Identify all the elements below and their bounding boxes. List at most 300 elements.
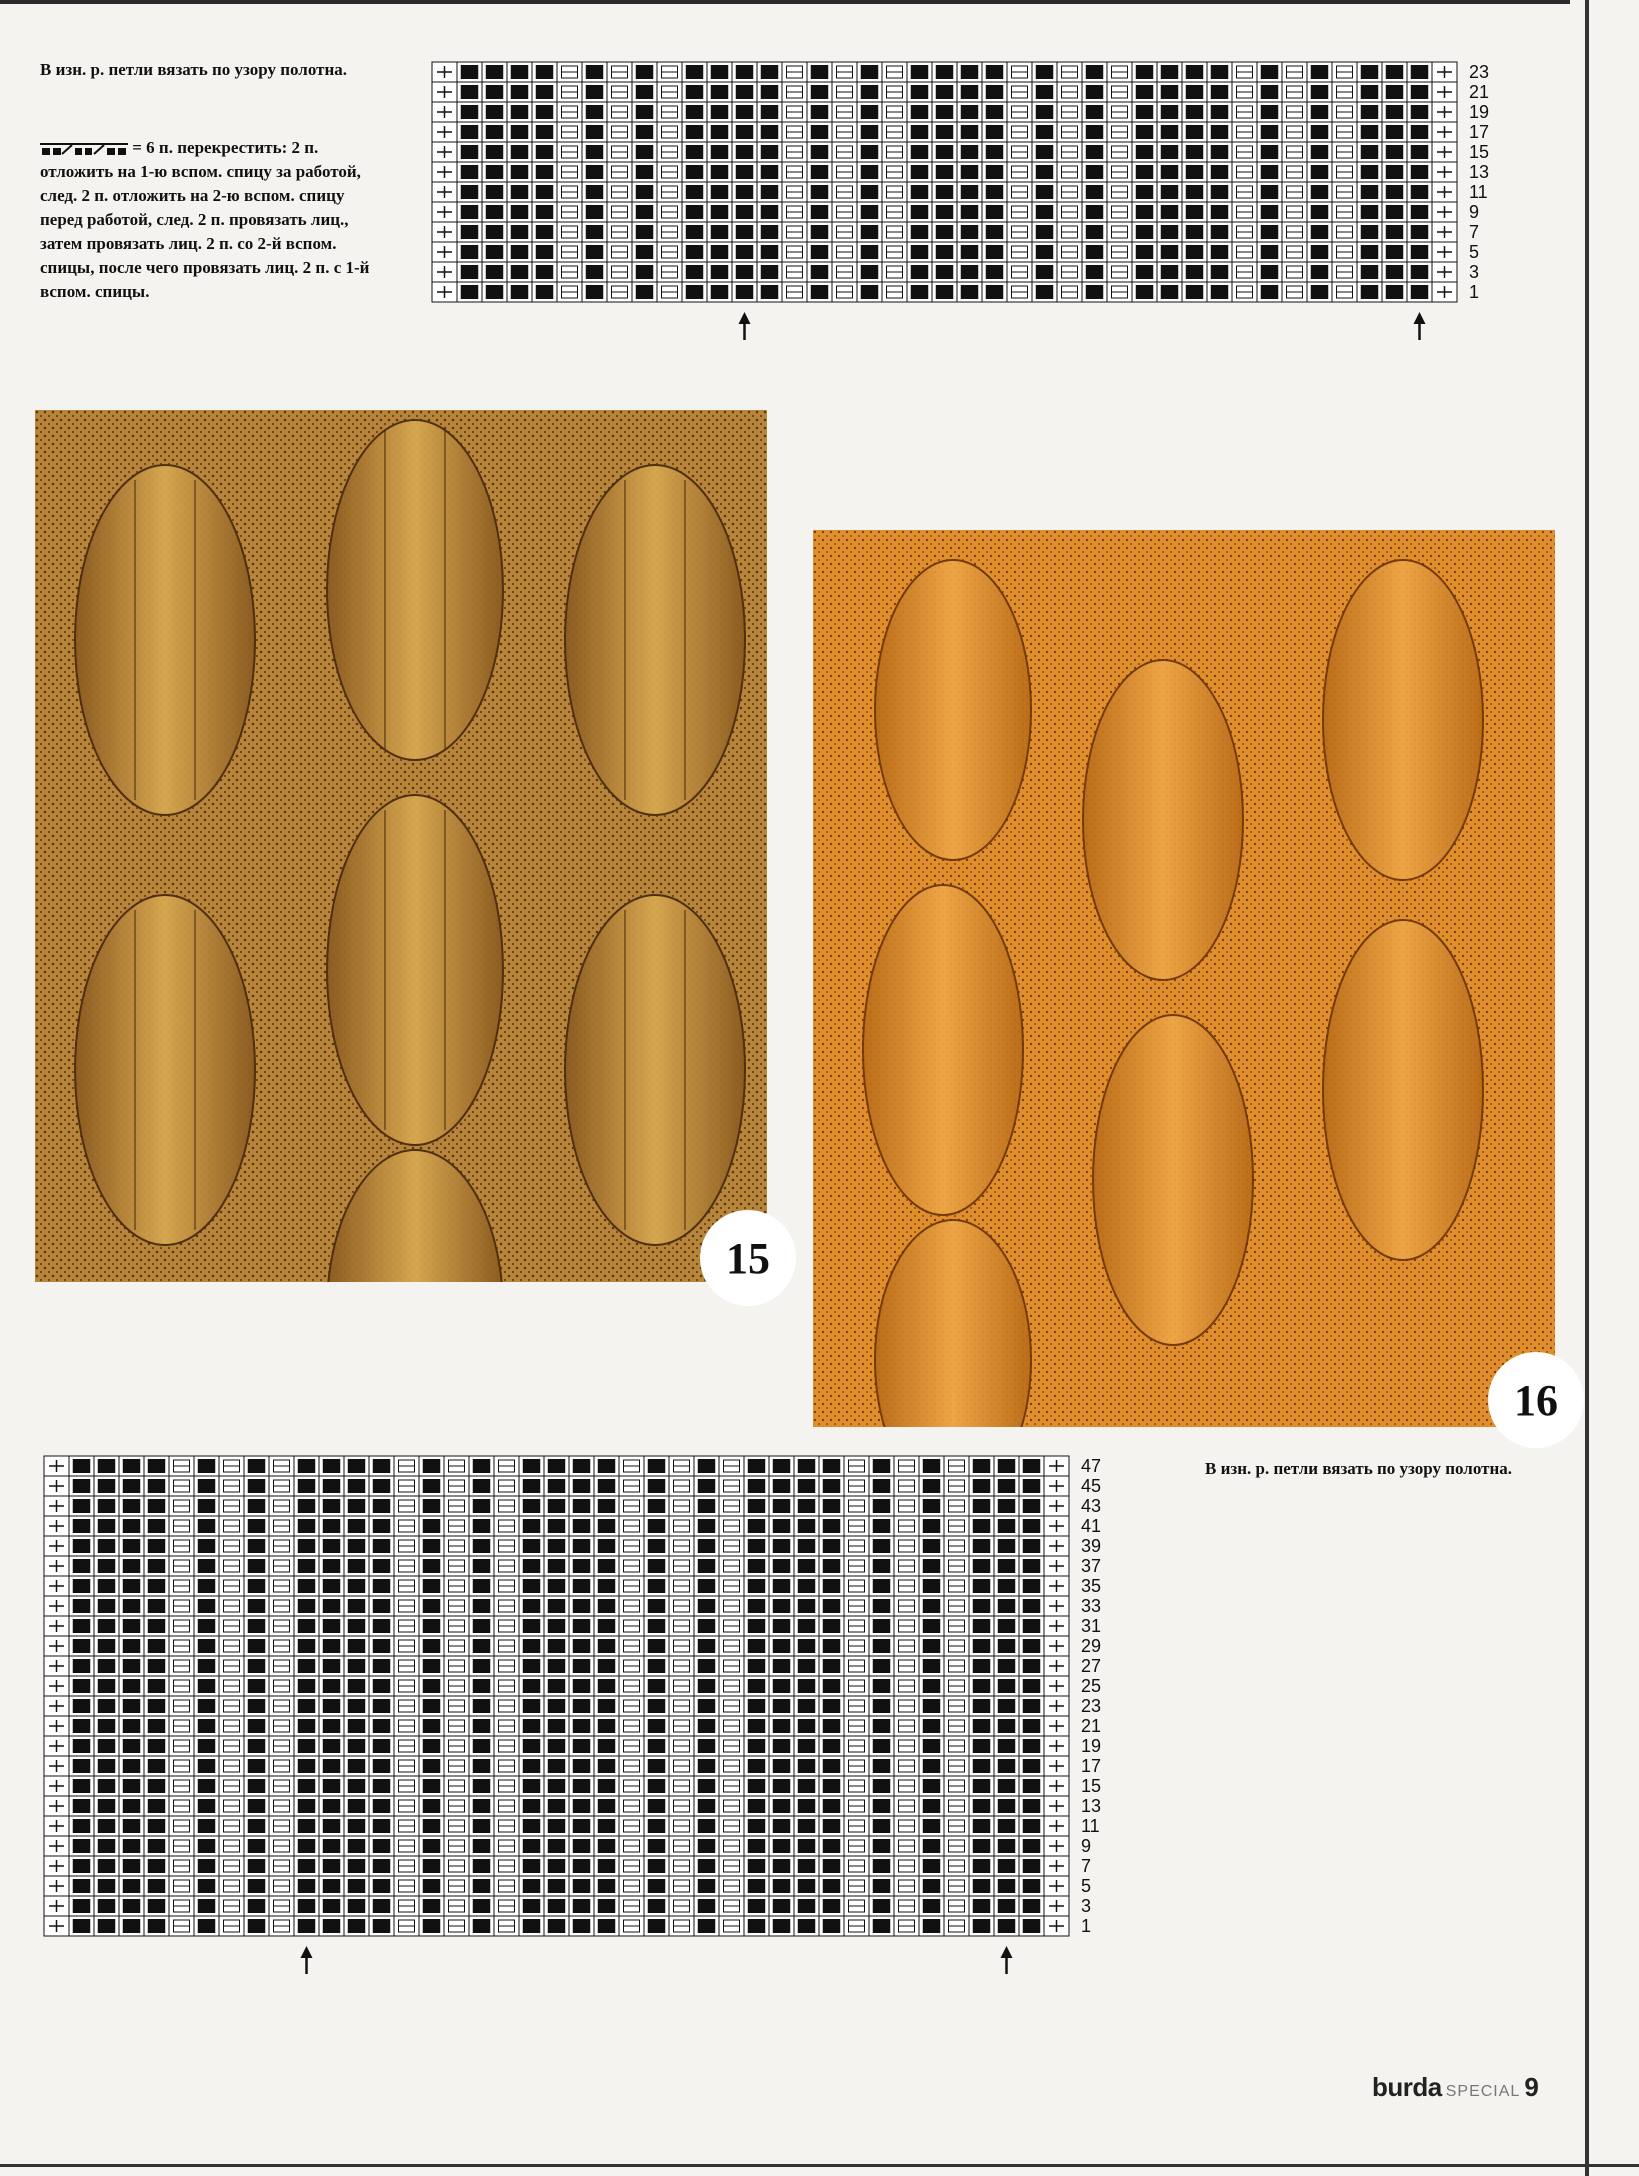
chart-cell [532, 222, 557, 242]
chart-cell [932, 62, 957, 82]
chart-cell [1057, 242, 1082, 262]
chart-cell [1044, 1456, 1069, 1476]
chart-cell [669, 1876, 694, 1896]
chart-cell [194, 1716, 219, 1736]
chart-cell [344, 1836, 369, 1856]
chart-cell [757, 102, 782, 122]
chart-cell [894, 1796, 919, 1816]
chart-cell [619, 1596, 644, 1616]
chart-cell [1407, 262, 1432, 282]
chart-cell [869, 1716, 894, 1736]
chart-cell [544, 1636, 569, 1656]
chart-cell [732, 262, 757, 282]
chart-cell [819, 1736, 844, 1756]
chart-cell [557, 202, 582, 222]
chart-cell [757, 162, 782, 182]
chart-cell [719, 1756, 744, 1776]
chart-cell [1057, 62, 1082, 82]
chart-cell [44, 1556, 69, 1576]
chart-cell [1382, 282, 1407, 302]
chart-cell [944, 1576, 969, 1596]
chart-cell [344, 1636, 369, 1656]
chart-cell [1232, 82, 1257, 102]
chart-cell [1232, 122, 1257, 142]
chart-cell [1332, 162, 1357, 182]
chart-cell [969, 1576, 994, 1596]
chart-cell [744, 1736, 769, 1756]
chart-cell [344, 1776, 369, 1796]
chart-cell [832, 82, 857, 102]
chart-cell [69, 1716, 94, 1736]
chart-cell [869, 1596, 894, 1616]
chart-cell [319, 1676, 344, 1696]
chart-cell [169, 1876, 194, 1896]
chart-cell [169, 1776, 194, 1796]
chart-cell [669, 1716, 694, 1736]
chart-cell [1357, 242, 1382, 262]
chart-cell [194, 1636, 219, 1656]
chart-cell [1032, 102, 1057, 122]
chart-cell [544, 1896, 569, 1916]
chart-cell [1132, 62, 1157, 82]
chart-cell [894, 1776, 919, 1796]
chart-cell [607, 242, 632, 262]
chart-cell [819, 1456, 844, 1476]
chart-cell [1007, 202, 1032, 222]
cable-legend-text: = 6 п. перекрестить: 2 п. отложить на 1-ю вспом. спицу за работой, след. 2 п. отложить на 2-ю вспом. спицу перед работой, след. 2 п. провязать лиц., затем провязать лиц. 2 п. со 2-й вспом. спицы, после чего провязать лиц. 2 п. с 1-й вспом. спицы. [40, 138, 370, 301]
chart-cell [669, 1656, 694, 1676]
chart-cell [544, 1576, 569, 1596]
chart-cell [507, 202, 532, 222]
chart-cell [1407, 222, 1432, 242]
chart-cell [319, 1796, 344, 1816]
chart-cell [457, 162, 482, 182]
chart-cell [507, 162, 532, 182]
chart-cell [719, 1736, 744, 1756]
chart-cell [694, 1856, 719, 1876]
chart-cell [394, 1716, 419, 1736]
chart-cell [744, 1756, 769, 1776]
chart-cell [1044, 1816, 1069, 1836]
chart-row-label: 13 [1081, 1796, 1102, 1816]
chart-row-label: 7 [1469, 222, 1480, 242]
chart-cell [169, 1456, 194, 1476]
chart-cell [969, 1796, 994, 1816]
chart-cell [369, 1516, 394, 1536]
chart-cell [394, 1776, 419, 1796]
chart-cell [694, 1896, 719, 1916]
chart-cell [482, 162, 507, 182]
chart-cell [619, 1876, 644, 1896]
chart-cell [144, 1776, 169, 1796]
chart-cell [844, 1836, 869, 1856]
chart-cell [269, 1876, 294, 1896]
chart-cell [444, 1836, 469, 1856]
chart-cell [919, 1656, 944, 1676]
chart-cell [1207, 182, 1232, 202]
chart-cell [544, 1456, 569, 1476]
chart-cell [619, 1696, 644, 1716]
chart-cell [957, 82, 982, 102]
knitting-chart-15 [430, 60, 1532, 370]
chart-cell [857, 242, 882, 262]
chart-cell [982, 162, 1007, 182]
chart-cell [219, 1596, 244, 1616]
chart-cell [982, 142, 1007, 162]
chart-cell [669, 1676, 694, 1696]
chart-cell [1382, 162, 1407, 182]
chart-cell [519, 1456, 544, 1476]
chart-cell [919, 1456, 944, 1476]
chart-cell [1007, 102, 1032, 122]
chart-cell [632, 282, 657, 302]
chart-cell [994, 1856, 1019, 1876]
chart-cell [344, 1816, 369, 1836]
chart-cell [894, 1496, 919, 1516]
chart-cell [782, 182, 807, 202]
chart-cell [907, 242, 932, 262]
chart-cell [969, 1516, 994, 1536]
chart-cell [419, 1896, 444, 1916]
chart-cell [1357, 222, 1382, 242]
chart-cell [119, 1616, 144, 1636]
chart-cell [1207, 62, 1232, 82]
chart-cell [219, 1696, 244, 1716]
chart-cell [219, 1456, 244, 1476]
chart-cell [644, 1696, 669, 1716]
chart-cell [219, 1876, 244, 1896]
chart-cell [194, 1696, 219, 1716]
chart-cell [582, 102, 607, 122]
chart-cell [419, 1916, 444, 1936]
chart-cell [144, 1816, 169, 1836]
chart-cell [394, 1676, 419, 1696]
chart-cell [1082, 82, 1107, 102]
chart-cell [294, 1556, 319, 1576]
chart-cell [869, 1476, 894, 1496]
chart-cell [869, 1896, 894, 1916]
chart-cell [344, 1856, 369, 1876]
chart-cell [169, 1756, 194, 1776]
chart-cell [932, 82, 957, 102]
chart-cell [1132, 262, 1157, 282]
chart-cell [219, 1896, 244, 1916]
chart-cell [669, 1496, 694, 1516]
chart-cell [1019, 1536, 1044, 1556]
chart-cell [744, 1576, 769, 1596]
cable-legend [40, 136, 385, 304]
chart-cell [469, 1716, 494, 1736]
chart-cell [794, 1876, 819, 1896]
chart-cell [844, 1656, 869, 1676]
chart-cell [869, 1636, 894, 1656]
chart-cell [519, 1796, 544, 1816]
chart-cell [694, 1716, 719, 1736]
chart-cell [594, 1876, 619, 1896]
chart-cell [769, 1676, 794, 1696]
chart-cell [682, 222, 707, 242]
chart-cell [1332, 62, 1357, 82]
chart-cell [969, 1536, 994, 1556]
chart-cell [669, 1616, 694, 1636]
chart-cell [794, 1796, 819, 1816]
chart-cell [857, 282, 882, 302]
chart-cell [857, 162, 882, 182]
chart-cell [519, 1676, 544, 1696]
chart-cell [344, 1716, 369, 1736]
chart-cell [694, 1536, 719, 1556]
chart-cell [344, 1916, 369, 1936]
chart-cell [532, 62, 557, 82]
chart-cell [894, 1456, 919, 1476]
chart-cell [1107, 142, 1132, 162]
chart-cell [919, 1716, 944, 1736]
chart-cell [1432, 122, 1457, 142]
chart-row-label: 3 [1081, 1896, 1092, 1916]
chart-cell [719, 1676, 744, 1696]
chart-cell [994, 1896, 1019, 1916]
chart-cell [1207, 102, 1232, 122]
chart-cell [819, 1556, 844, 1576]
chart-cell [369, 1716, 394, 1736]
chart-cell [1357, 202, 1382, 222]
chart-cell [969, 1736, 994, 1756]
chart-cell [707, 62, 732, 82]
chart-cell [894, 1736, 919, 1756]
chart-cell [694, 1676, 719, 1696]
chart-cell [882, 82, 907, 102]
chart-row-label: 19 [1469, 102, 1490, 122]
chart-cell [744, 1676, 769, 1696]
chart-cell [1382, 142, 1407, 162]
chart-cell [957, 222, 982, 242]
chart-cell [869, 1776, 894, 1796]
chart-cell [694, 1556, 719, 1576]
chart-cell [1132, 202, 1157, 222]
chart-cell [844, 1556, 869, 1576]
chart-cell [1044, 1756, 1069, 1776]
chart-cell [1432, 142, 1457, 162]
chart-cell [994, 1496, 1019, 1516]
chart-row-label: 33 [1081, 1596, 1102, 1616]
chart-cell [882, 282, 907, 302]
chart-cell [619, 1836, 644, 1856]
chart-cell [682, 182, 707, 202]
chart-cell [682, 102, 707, 122]
chart-cell [944, 1676, 969, 1696]
chart-row-label: 23 [1081, 1696, 1102, 1716]
chart-cell [1032, 62, 1057, 82]
chart-cell [644, 1536, 669, 1556]
chart-cell [294, 1856, 319, 1876]
chart-cell [732, 62, 757, 82]
chart-cell [1157, 62, 1182, 82]
chart-cell [319, 1516, 344, 1536]
chart-cell [919, 1816, 944, 1836]
chart-cell [794, 1636, 819, 1656]
chart-cell [169, 1696, 194, 1716]
chart-cell [519, 1516, 544, 1536]
chart-cell [994, 1576, 1019, 1596]
chart-cell [219, 1476, 244, 1496]
chart-cell [69, 1496, 94, 1516]
chart-cell [469, 1496, 494, 1516]
chart-cell [557, 62, 582, 82]
chart-cell [619, 1476, 644, 1496]
chart-cell [682, 122, 707, 142]
chart-cell [344, 1456, 369, 1476]
chart-cell [219, 1836, 244, 1856]
chart-cell [244, 1636, 269, 1656]
chart-cell [544, 1776, 569, 1796]
chart-cell [1357, 102, 1382, 122]
chart-cell [44, 1696, 69, 1716]
chart-cell [69, 1776, 94, 1796]
chart-cell [269, 1696, 294, 1716]
chart-cell [169, 1816, 194, 1836]
chart-cell [1019, 1836, 1044, 1856]
chart-cell [394, 1476, 419, 1496]
chart-cell [894, 1596, 919, 1616]
chart-cell [907, 102, 932, 122]
chart-cell [744, 1496, 769, 1516]
chart-cell [269, 1716, 294, 1736]
chart-cell [169, 1856, 194, 1876]
chart-cell [119, 1856, 144, 1876]
chart-cell [569, 1836, 594, 1856]
chart-row-label: 31 [1081, 1616, 1102, 1636]
chart-cell [869, 1516, 894, 1536]
chart-cell [1019, 1616, 1044, 1636]
chart-cell [632, 82, 657, 102]
chart-cell [644, 1496, 669, 1516]
chart-cell [1157, 82, 1182, 102]
chart-cell [457, 122, 482, 142]
chart-cell [832, 142, 857, 162]
chart-cell [1132, 142, 1157, 162]
chart-cell [482, 282, 507, 302]
chart-cell [744, 1796, 769, 1816]
chart-cell [719, 1796, 744, 1816]
chart-cell [469, 1896, 494, 1916]
chart-cell [569, 1876, 594, 1896]
chart-cell [419, 1696, 444, 1716]
chart-cell [369, 1636, 394, 1656]
chart-cell [819, 1916, 844, 1936]
chart-cell [669, 1796, 694, 1816]
chart-cell [944, 1776, 969, 1796]
chart-cell [594, 1476, 619, 1496]
chart-cell [732, 102, 757, 122]
chart-cell [657, 202, 682, 222]
chart-cell [619, 1456, 644, 1476]
chart-cell [882, 62, 907, 82]
chart-cell [919, 1616, 944, 1636]
chart-cell [657, 82, 682, 102]
chart-row-label: 9 [1469, 202, 1480, 222]
chart-cell [794, 1596, 819, 1616]
chart-cell [369, 1856, 394, 1876]
chart-cell [569, 1856, 594, 1876]
chart-cell [419, 1856, 444, 1876]
chart-cell [1032, 142, 1057, 162]
chart-cell [1407, 162, 1432, 182]
section-name: SPECIAL [1445, 2083, 1521, 2100]
chart-cell [969, 1856, 994, 1876]
chart-cell [1282, 222, 1307, 242]
chart-cell [1107, 202, 1132, 222]
chart-row-label: 25 [1081, 1676, 1102, 1696]
chart-cell [819, 1776, 844, 1796]
chart-cell [69, 1816, 94, 1836]
chart-cell [1107, 282, 1132, 302]
chart-cell [69, 1556, 94, 1576]
chart-cell [494, 1696, 519, 1716]
chart-cell [294, 1776, 319, 1796]
chart-cell [769, 1716, 794, 1736]
chart-cell [494, 1856, 519, 1876]
chart-cell [1082, 162, 1107, 182]
chart-cell [744, 1916, 769, 1936]
chart-cell [819, 1596, 844, 1616]
chart-cell [869, 1616, 894, 1636]
chart-cell [632, 102, 657, 122]
chart-cell [944, 1736, 969, 1756]
chart-cell [1132, 282, 1157, 302]
chart-cell [1044, 1516, 1069, 1536]
chart-cell [794, 1556, 819, 1576]
chart-cell [844, 1636, 869, 1656]
chart-cell [807, 262, 832, 282]
chart-cell [969, 1716, 994, 1736]
chart-cell [1232, 262, 1257, 282]
chart-cell [694, 1736, 719, 1756]
chart-cell [794, 1516, 819, 1536]
chart-cell [394, 1616, 419, 1636]
chart-cell [932, 102, 957, 122]
chart-cell [1307, 82, 1332, 102]
chart-cell [369, 1696, 394, 1716]
chart-cell [819, 1836, 844, 1856]
chart-cell [757, 142, 782, 162]
chart-cell [1057, 82, 1082, 102]
chart-cell [694, 1596, 719, 1616]
chart-cell [982, 62, 1007, 82]
chart-cell [982, 262, 1007, 282]
chart-cell [1082, 122, 1107, 142]
chart-cell [844, 1456, 869, 1476]
chart-cell [444, 1576, 469, 1596]
chart-cell [1307, 142, 1332, 162]
chart-cell [757, 62, 782, 82]
chart-cell [444, 1556, 469, 1576]
chart-cell [1032, 122, 1057, 142]
chart-cell [769, 1776, 794, 1796]
chart-cell [244, 1896, 269, 1916]
chart-cell [844, 1716, 869, 1736]
chart-cell [219, 1716, 244, 1736]
chart-cell [882, 162, 907, 182]
chart-cell [994, 1616, 1019, 1636]
chart-cell [394, 1736, 419, 1756]
chart-cell [169, 1576, 194, 1596]
chart-cell [469, 1616, 494, 1636]
chart-cell [569, 1576, 594, 1596]
chart-cell [1382, 62, 1407, 82]
chart-cell [569, 1736, 594, 1756]
chart-cell [619, 1796, 644, 1816]
chart-cell [982, 242, 1007, 262]
